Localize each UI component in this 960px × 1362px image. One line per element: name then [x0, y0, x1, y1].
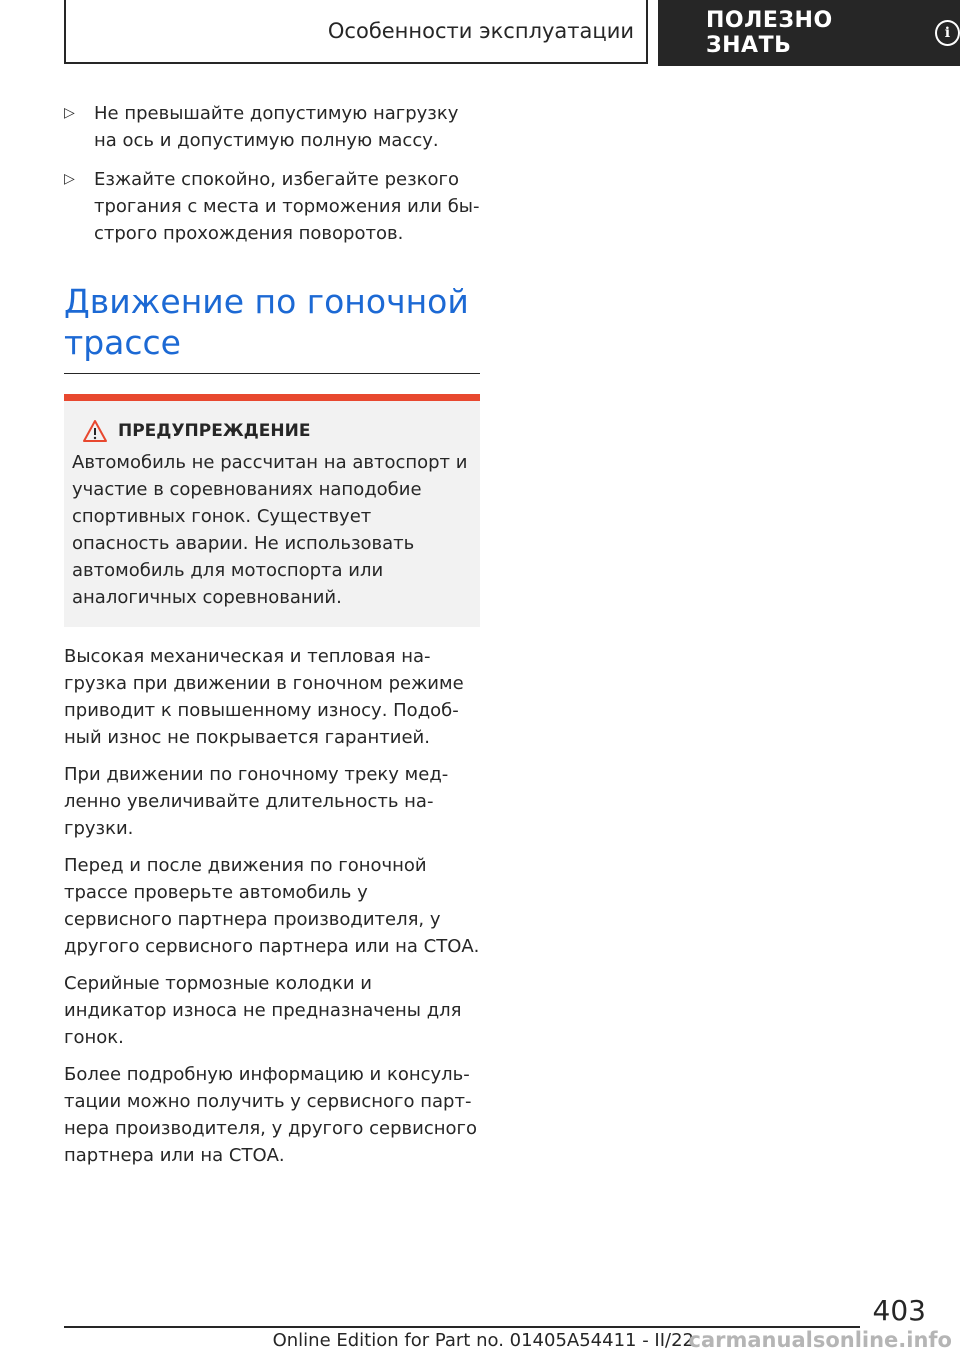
list-item-text: Езжайте спокойно, избегайте резкого трогания с места и торможения или быстрого прохождения поворотов. — [94, 169, 480, 244]
section-heading: Движение по гоночной трассе — [64, 281, 480, 374]
warning-label: ПРЕДУПРЕЖДЕНИЕ — [118, 421, 311, 441]
list-item-text: Не превышайте допустимую нагрузку на ось и допустимую полную массу. — [94, 103, 459, 151]
list-item — [64, 100, 480, 154]
paragraph: Серийные тормозные колодки и индикатор износа не предназначены для гонок. — [64, 973, 462, 1048]
triangle-bullet-icon: ▷ — [64, 171, 75, 187]
paragraph: При движении по гоночному треку медленно увеличивайте длительность нагрузки. — [64, 764, 449, 839]
paragraph: Высокая механическая и тепловая нагрузка при движении в гоночном режиме приводит к повышенному износу. Подобный износ не покрывается гарантией. — [64, 646, 464, 748]
warning-text: Автомобиль не рассчитан на автоспорт и участие в соревнованиях наподобие спортивных гонок. Существует опасность аварии. Не использовать автомобиль для мотоспорта или аналогичных соревнований. — [72, 452, 468, 608]
page-content — [64, 100, 480, 1169]
warning-box — [64, 394, 480, 627]
paragraph: Более подробную информацию и консультации можно получить у сервисного партнера производителя, у другого сервисного партнера или на СТОА. — [64, 1064, 478, 1166]
triangle-bullet-icon: ▷ — [64, 105, 75, 121]
page-header — [0, 0, 960, 66]
warning-header — [72, 419, 470, 443]
footer-edition: Online Edition for Part no. 01405A54411 - II/22 — [272, 1330, 694, 1351]
header-tab — [658, 0, 960, 66]
header-section-title: Особенности эксплуатации — [64, 0, 648, 64]
warning-triangle-icon — [82, 419, 108, 443]
header-tab-label: ПОЛЕЗНО ЗНАТЬ — [706, 8, 833, 58]
page-number: 403 — [872, 1294, 926, 1327]
paragraph: Перед и после движения по гоночной трассе проверьте автомобиль у сервисного партнера производителя, у другого сервисного партнера или на СТОА. — [64, 855, 480, 957]
watermark: carmanualsonline.info — [688, 1328, 952, 1352]
list-item — [64, 166, 480, 247]
info-icon: i — [935, 20, 960, 46]
